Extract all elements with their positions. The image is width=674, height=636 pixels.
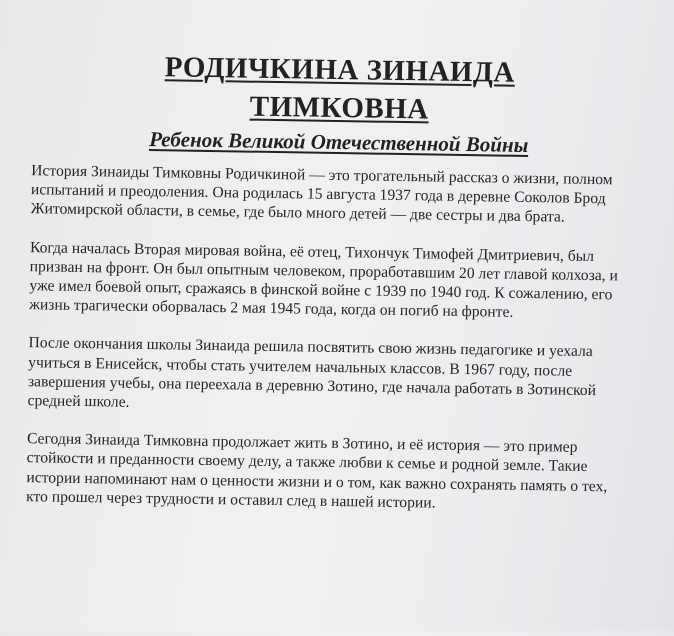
paragraph-2: Когда началась Вторая мировая война, её отец, Тихончук Тимофей Дмитриевич, был призван на фронт. Он был опытным человеком, проработавшим 20 лет главой колхоза, и уже имел боевой опыт, сражаясь в финской войне с 1939 по 1940 год. К сожалению, его жизнь трагически оборвалась 2 мая 1945 года, когда он погиб на фронте. [29,238,619,321]
paragraph-1: История Зинаиды Тимковны Родичкиной — это трогательный рассказ о жизни, полном испытаний и преодоления. Она родилась 15 августа 1937 года в деревне Соколов Брод Житомирской области, в семье, где было много детей — две сестры и два брата. [30,162,613,226]
paragraph-3: После окончания школы Зинаида решила посвятить свою жизнь педагогике и уехала учиться в Енисейск, чтобы стать учителем начальных классов. В 1967 году, после завершения учебы, она переехала в деревню Зотино, где начала работать в Зотинской средней школе. [27,334,597,411]
document-body [26,161,622,534]
document-subtitle: Ребенок Великой Отечественной Войны [149,127,529,157]
document-title-line-1: РОДИЧКИНА ЗИНАИДА [164,51,516,89]
document-title-line-2: ТИМКОВНА [249,90,429,126]
paragraph-4: Сегодня Зинаида Тимковна продолжает жить в Зотино, и её история — это пример стойкости и преданности своему делу, а также любви к семье и родной земле. Такие истории напоминают нам о ценности жизни и о том, как важно сохранять память о тех, кто прошел через трудности и оставил след в нашей истории. [25,430,608,512]
